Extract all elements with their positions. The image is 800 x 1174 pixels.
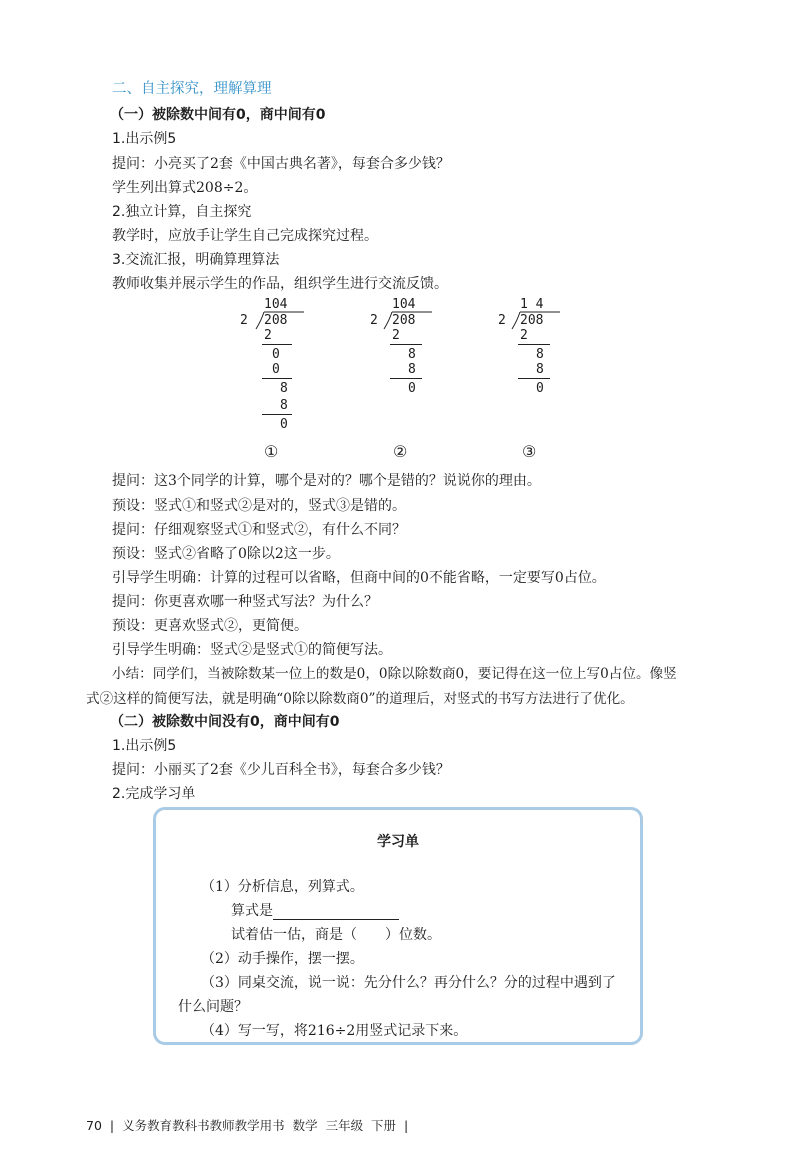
worksheet-item-4: （4）写一写，将216÷2用竖式记录下来。: [201, 1023, 468, 1039]
step-value: 8: [536, 362, 544, 377]
part2-step2: 2.完成学习单: [112, 786, 196, 802]
part1-step3: 3.交流汇报，明确算理算法: [112, 252, 280, 268]
part1-expression: 学生列出算式208÷2。: [112, 180, 258, 196]
section-title: 二、自主探究，理解算理: [112, 81, 272, 97]
part1-step2-text: 教学时，应放手让学生自己完成探究过程。: [112, 228, 378, 244]
step-value: 2: [520, 328, 528, 343]
book-title: 义务教育教科书教师教学用书: [122, 1118, 285, 1133]
preset-1: 预设：竖式①和竖式②是对的，竖式③是错的。: [112, 498, 406, 514]
part1-step2: 2.独立计算，自主探究: [112, 204, 252, 220]
step-value: 8: [408, 362, 416, 377]
worksheet-item-2: （2）动手操作，摆一摆。: [201, 951, 364, 967]
quotient: 1 4: [520, 297, 544, 312]
quotient: 104: [392, 297, 416, 312]
step-value: 0: [272, 347, 280, 362]
question-which-correct: 提问：这3个同学的计算，哪个是对的？哪个是错的？说说你的理由。: [112, 473, 541, 489]
step-value: 0: [272, 362, 280, 377]
preset-3: 预设：更喜欢竖式②，更简便。: [112, 618, 308, 634]
worksheet-item-1a: [231, 902, 399, 920]
long-division-1: [240, 297, 320, 437]
dividend: 208: [520, 313, 544, 328]
label-2: ②: [393, 442, 408, 461]
volume: 下册: [371, 1118, 397, 1133]
worksheet-box: [153, 807, 643, 1045]
label-1: ①: [264, 442, 279, 461]
worksheet-item-3a: （3）同桌交流，说一说：先分什么？再分什么？分的过程中遇到了: [201, 975, 616, 991]
worksheet-item-3b: 什么问题？: [178, 999, 248, 1015]
question-difference: 提问：仔细观察竖式①和竖式②，有什么不同？: [112, 522, 406, 538]
preset-2: 预设：竖式②省略了0除以2这一步。: [112, 546, 340, 562]
part1-heading: （一）被除数中间有0，商中间有0: [110, 107, 326, 123]
subject: 数学: [292, 1118, 318, 1133]
step-value: 2: [392, 328, 400, 343]
divisor: 2: [370, 313, 378, 328]
guide-2: 引导学生明确：竖式②是竖式①的简便写法。: [112, 642, 392, 658]
step-value: 8: [280, 381, 288, 396]
worksheet-item-1: （1）分析信息，列算式。: [201, 879, 364, 895]
step-value: 0: [408, 381, 416, 396]
part2-step1: 1.出示例5: [112, 738, 177, 754]
part1-step3-text: 教师收集并展示学生的作品，组织学生进行交流反馈。: [112, 276, 448, 292]
answer-blank: [273, 905, 399, 920]
step-value: 8: [536, 347, 544, 362]
long-division-2: [370, 297, 450, 397]
step-value: 8: [408, 347, 416, 362]
step-value: 0: [536, 381, 544, 396]
step-value: 2: [264, 328, 272, 343]
page-number: 70: [86, 1118, 102, 1133]
part2-question: 提问：小丽买了2套《少儿百科全书》，每套合多少钱？: [112, 762, 450, 778]
worksheet-item-1b: 试着估一估，商是（ ）位数。: [231, 927, 441, 943]
part1-question: 提问：小亮买了2套《中国古典名著》，每套合多少钱？: [112, 156, 450, 172]
summary-line-1: 小结：同学们，当被除数某一位上的数是0，0除以除数商0，要记得在这一位上写0占位。像竖: [112, 666, 677, 682]
step-value: 8: [280, 398, 288, 413]
summary-line-2: 式②这样的简便写法，就是明确“0除以除数商0”的道理后，对竖式的书写方法进行了优化。: [86, 691, 634, 707]
part1-step1: 1.出示例5: [112, 131, 177, 147]
label-3: ③: [522, 442, 537, 461]
question-prefer: 提问：你更喜欢哪一种竖式写法？为什么？: [112, 594, 378, 610]
guide-1: 引导学生明确：计算的过程可以省略，但商中间的0不能省略，一定要写0占位。: [112, 570, 606, 586]
quotient: 104: [264, 297, 288, 312]
page-footer: 70 | 义务教育教科书教师教学用书 数学 三年级 下册 |: [86, 1118, 409, 1133]
divisor: 2: [498, 313, 506, 328]
dividend: 208: [264, 313, 288, 328]
step-value: 0: [280, 417, 288, 432]
part2-heading: （二）被除数中间没有0，商中间有0: [110, 714, 340, 730]
dividend: 208: [392, 313, 416, 328]
formula-label: 算式是: [231, 903, 273, 919]
grade: 三年级: [325, 1118, 364, 1133]
worksheet-title: 学习单: [377, 834, 419, 850]
long-division-3: [498, 297, 578, 397]
divisor: 2: [240, 313, 248, 328]
